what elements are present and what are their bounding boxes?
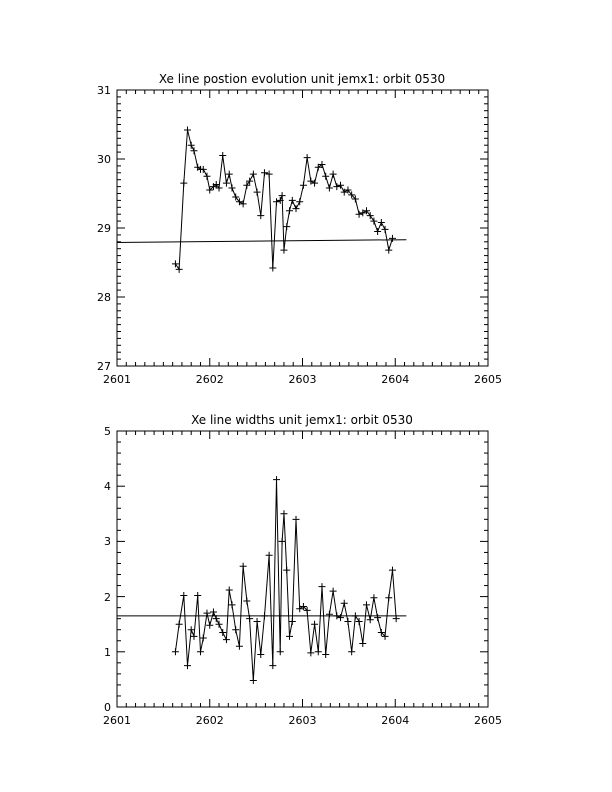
data-point-marker [261,169,268,176]
data-point-marker [286,207,293,214]
data-point-marker [226,171,233,178]
x-tick-label: 2604 [381,714,410,727]
data-point-marker [210,609,217,616]
data-point-marker [273,198,280,205]
data-point-marker [184,662,191,669]
data-point-marker [240,563,247,570]
data-point-marker [322,173,329,180]
y-tick-label: 31 [97,84,111,97]
data-point-marker [337,614,344,621]
y-tick-label: 2 [104,591,111,604]
data-point-marker [254,189,261,196]
data-point-marker [176,621,183,628]
x-tick-label: 2605 [474,714,502,727]
data-point-marker [286,633,293,640]
data-point-marker [378,219,385,226]
y-tick-label: 28 [97,291,111,304]
data-point-marker [257,212,264,219]
data-point-marker [226,586,233,593]
x-tick-label: 2604 [381,373,410,386]
data-point-marker [269,265,276,272]
data-point-marker [330,588,337,595]
data-point-marker [293,205,300,212]
data-point-marker [326,611,333,618]
data-point-marker [356,618,363,625]
data-point-marker [229,184,236,191]
data-point-marker [322,651,329,658]
position-chart-title: Xe line postion evolution unit jemx1: orbit 0530 [158,72,446,86]
data-point-marker [257,651,264,658]
data-point-marker [304,154,311,161]
width-ticks [117,431,488,707]
y-tick-label: 30 [97,153,111,166]
data-point-marker [389,567,396,574]
y-tick-label: 1 [104,646,111,659]
data-point-marker [283,567,290,574]
data-point-marker [318,583,325,590]
data-point-marker [232,626,239,633]
data-point-marker [363,601,370,608]
data-point-marker [300,182,307,189]
data-point-marker [250,171,257,178]
data-point-marker [277,648,284,655]
width-x-tick-labels [103,714,502,727]
data-point-marker [280,247,287,254]
data-point-marker [188,626,195,633]
y-tick-label: 27 [97,360,111,373]
data-point-marker [206,622,213,629]
data-point-marker [337,182,344,189]
data-point-marker [289,197,296,204]
y-tick-label: 0 [104,701,111,714]
x-tick-label: 2601 [103,373,131,386]
y-tick-label: 3 [104,535,111,548]
y-tick-label: 4 [104,480,111,493]
series-line-mean [117,240,406,243]
data-point-marker [180,592,187,599]
data-point-marker [243,598,250,605]
data-point-marker [176,266,183,273]
data-point-marker [219,152,226,159]
data-point-marker [273,476,280,483]
data-point-marker [197,648,204,655]
data-point-marker [180,180,187,187]
data-point-marker [223,636,230,643]
data-point-marker [194,592,201,599]
data-point-marker [370,594,377,601]
data-point-marker [307,649,314,656]
data-point-marker [219,629,226,636]
data-point-marker [315,648,322,655]
data-point-marker [330,171,337,178]
data-point-marker [382,226,389,233]
position-chart [97,72,502,386]
position-x-tick-labels [103,373,502,386]
data-point-marker [326,184,333,191]
data-point-marker [266,171,273,178]
data-point-marker [389,235,396,242]
data-point-marker [344,618,351,625]
data-point-marker [333,183,340,190]
width-y-tick-labels [104,425,111,714]
x-tick-label: 2603 [288,714,317,727]
data-point-marker [311,621,318,628]
data-point-marker [266,552,273,559]
position-plot-frame [117,90,488,366]
position-ticks [117,90,488,366]
data-point-marker [283,223,290,230]
data-point-marker [269,662,276,669]
data-point-marker [279,538,286,545]
data-point-marker [203,173,210,180]
data-point-marker [341,600,348,607]
width-series [117,476,406,684]
data-point-marker [356,211,363,218]
data-point-marker [172,260,179,267]
x-tick-label: 2605 [474,373,502,386]
x-tick-label: 2602 [195,714,224,727]
width-chart [103,413,502,727]
x-tick-label: 2602 [195,373,224,386]
data-point-marker [296,198,303,205]
data-point-marker [223,180,230,187]
data-point-marker [385,594,392,601]
position-y-tick-labels [97,84,111,373]
width-plot-frame [117,431,488,707]
data-point-marker [254,618,261,625]
data-point-marker [374,614,381,621]
data-point-marker [229,601,236,608]
y-tick-label: 5 [104,425,111,438]
data-point-marker [348,648,355,655]
data-point-marker [200,635,207,642]
data-point-marker [289,618,296,625]
data-point-marker [293,516,300,523]
data-point-marker [190,633,197,640]
data-point-marker [385,247,392,254]
data-point-marker [184,127,191,134]
data-point-marker [236,643,243,650]
data-point-marker [280,510,287,517]
data-point-marker [370,218,377,225]
data-point-marker [359,640,366,647]
data-point-marker [172,648,179,655]
data-point-marker [367,616,374,623]
y-tick-label: 29 [97,222,111,235]
data-point-marker [279,192,286,199]
x-tick-label: 2603 [288,373,317,386]
data-point-marker [250,677,257,684]
width-chart-title: Xe line widths unit jemx1: orbit 0530 [191,413,413,427]
series-line-width [175,480,396,681]
position-series [117,127,406,273]
x-tick-label: 2601 [103,714,131,727]
data-point-marker [374,228,381,235]
